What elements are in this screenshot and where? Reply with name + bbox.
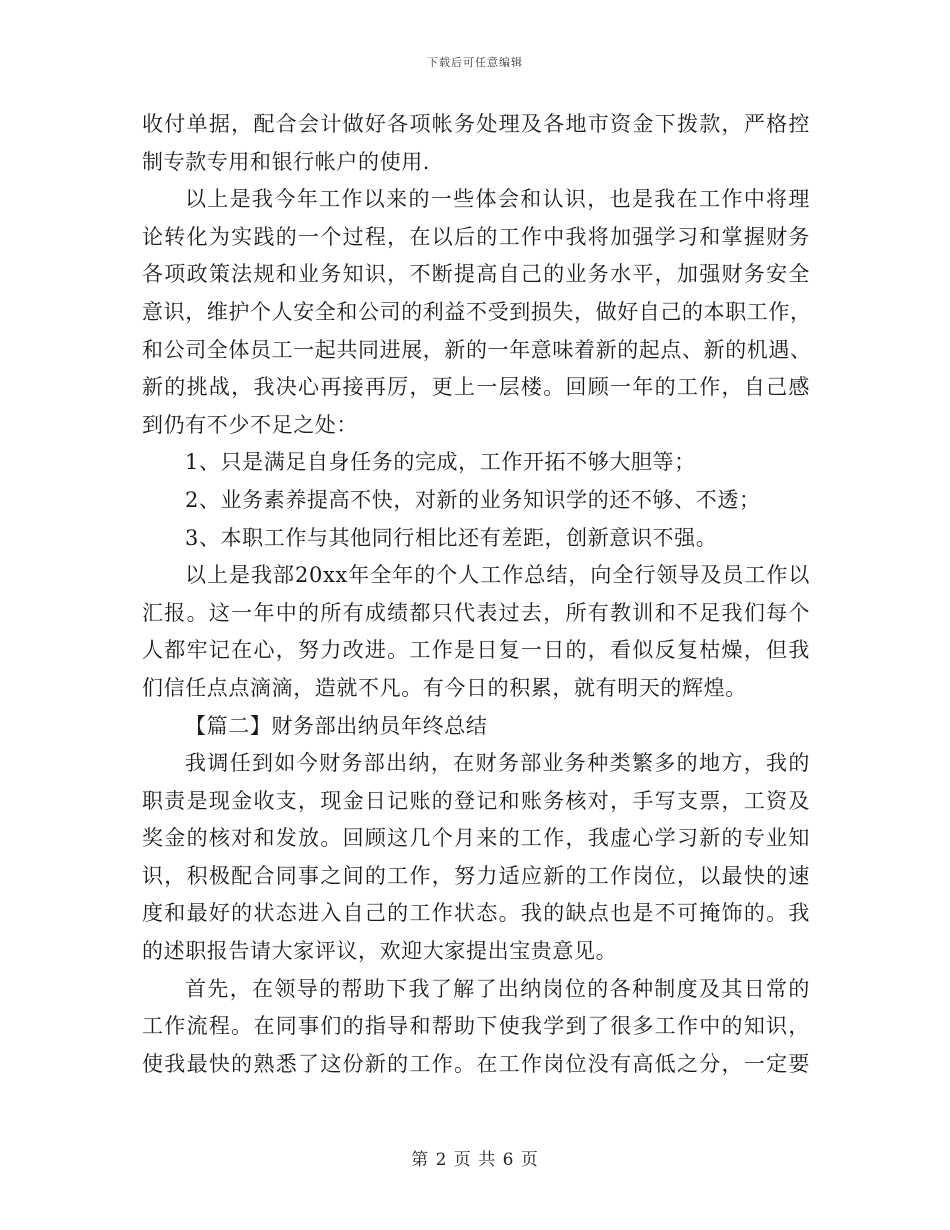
- text-line: 人都牢记在心，努力改进。工作是日复一日的，看似反复枯燥，但我: [142, 638, 810, 663]
- text-line: 3、本职工作与其他同行相比还有差距，创新意识不强。: [185, 525, 718, 550]
- text-line: 到仍有不少不足之处：: [142, 412, 358, 437]
- text-line: 职责是现金收支，现金日记账的登记和账务核对，手写支票，工资及: [142, 788, 810, 813]
- text-line: 制专款专用和银行帐户的使用.: [142, 149, 431, 174]
- text-line: 新的挑战，我决心再接再厉，更上一层楼。回顾一年的工作，自己感: [142, 375, 810, 400]
- text-line: 以上是我今年工作以来的一些体会和认识，也是我在工作中将理: [185, 187, 810, 212]
- document-body: [142, 106, 810, 1083]
- text-line: 和公司全体员工一起共同进展，新的一年意味着新的起点、新的机遇、: [142, 337, 812, 362]
- text-line: 1、只是满足自身任务的完成，工作开拓不够大胆等；: [185, 450, 696, 475]
- text-line: 首先，在领导的帮助下我了解了出纳岗位的各种制度及其日常的: [185, 976, 810, 1001]
- page-footer: 第 2 页 共 6 页: [411, 1150, 539, 1170]
- text-line: 汇报。这一年中的所有成绩都只代表过去，所有教训和不足我们每个: [142, 600, 810, 625]
- text-line: 2、业务素养提高不快，对新的业务知识学的还不够、不透；: [185, 487, 761, 512]
- text-line: 以上是我部20xx年全年的个人工作总结，向全行领导及员工作以: [185, 563, 810, 588]
- text-line: 论转化为实践的一个过程，在以后的工作中我将加强学习和掌握财务: [142, 224, 810, 249]
- text-line: 【篇二】财务部出纳员年终总结: [185, 713, 488, 738]
- text-line: 识，积极配合同事之间的工作，努力适应新的工作岗位，以最快的速: [142, 863, 810, 888]
- text-line: 们信任点点滴滴，造就不凡。有今日的积累，就有明天的辉煌。: [142, 675, 747, 700]
- text-line: 使我最快的熟悉了这份新的工作。在工作岗位没有高低之分，一定要: [142, 1051, 810, 1076]
- text-line: 的述职报告请大家评议，欢迎大家提出宝贵意见。: [142, 939, 618, 964]
- text-line: 工作流程。在同事们的指导和帮助下使我学到了很多工作中的知识，: [142, 1014, 810, 1039]
- text-line: 收付单据，配合会计做好各项帐务处理及各地市资金下拨款，严格控: [142, 112, 810, 136]
- text-line: 奖金的核对和发放。回顾这几个月来的工作，我虚心学习新的专业知: [142, 826, 810, 851]
- text-line: 我调任到如今财务部出纳，在财务部业务种类繁多的地方，我的: [185, 751, 810, 776]
- text-line: 各项政策法规和业务知识，不断提高自己的业务水平，加强财务安全: [142, 262, 810, 287]
- text-line: 意识，维护个人安全和公司的利益不受到损失，做好自己的本职工作，: [142, 299, 812, 324]
- page-header: 下载后可任意编辑: [427, 56, 523, 69]
- text-line: 度和最好的状态进入自己的工作状态。我的缺点也是不可掩饰的。我: [142, 901, 810, 926]
